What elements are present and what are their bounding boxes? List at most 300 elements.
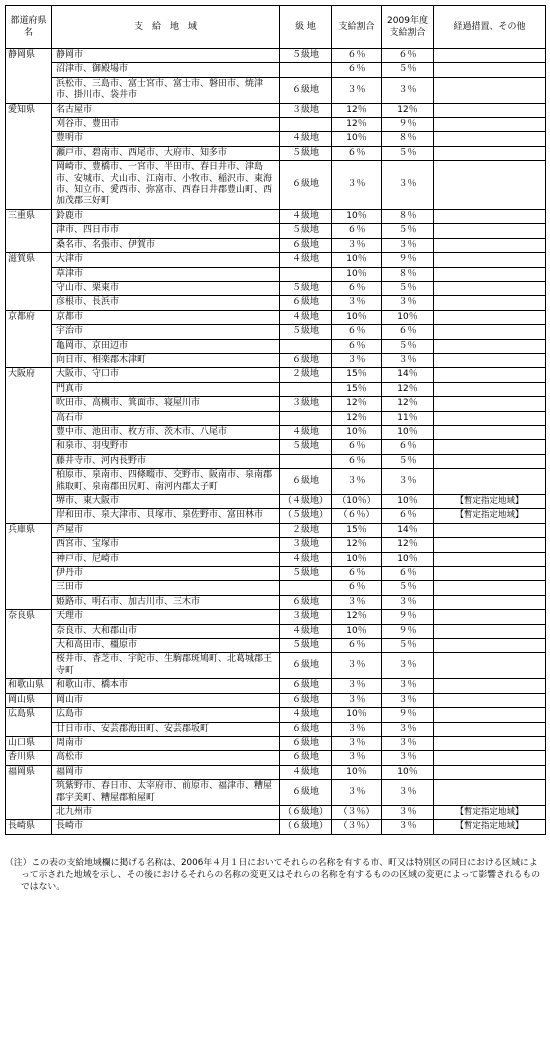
ratio-cell: ３％ [332, 653, 382, 679]
ratio-2009-cell: ５％ [382, 224, 434, 238]
ratio-2009-cell: ６％ [382, 325, 434, 339]
table-row [6, 411, 546, 425]
note-cell [434, 353, 546, 367]
note-cell [434, 679, 546, 693]
note-cell [434, 693, 546, 707]
header-ratio-2009: 2009年度支給割合 [382, 6, 434, 49]
note-cell [434, 296, 546, 310]
ratio-2009-cell: ３％ [382, 238, 434, 252]
region-cell: 三田市 [52, 581, 280, 595]
grade-cell: ３級地 [280, 103, 332, 117]
grade-cell: ４級地 [280, 132, 332, 146]
region-cell: 高石市 [52, 411, 280, 425]
table-row [6, 440, 546, 454]
ratio-2009-cell: ８％ [382, 267, 434, 281]
note-cell [434, 708, 546, 722]
ratio-2009-cell: 12％ [382, 397, 434, 411]
table-row [6, 146, 546, 160]
grade-cell: ４級地 [280, 552, 332, 566]
grade-cell: ６級地 [280, 595, 332, 609]
grade-cell: ６級地 [280, 161, 332, 210]
table-row [6, 281, 546, 295]
ratio-2009-cell: ３％ [382, 469, 434, 495]
region-cell: 豊中市、池田市、枚方市、茨木市、八尾市 [52, 425, 280, 439]
grade-cell: ６級地 [280, 653, 332, 679]
table-row [6, 310, 546, 324]
ratio-cell: 12％ [332, 411, 382, 425]
ratio-2009-cell: ９％ [382, 610, 434, 624]
grade-cell: ５級地 [280, 146, 332, 160]
prefecture-cell: 滋賀県 [6, 253, 52, 311]
ratio-2009-cell: ３％ [382, 805, 434, 819]
table-row [6, 736, 546, 750]
table-row [6, 161, 546, 210]
ratio-2009-cell: ６％ [382, 509, 434, 523]
ratio-cell: 10％ [332, 310, 382, 324]
ratio-2009-cell: 12％ [382, 382, 434, 396]
ratio-2009-cell: ３％ [382, 353, 434, 367]
note-cell [434, 63, 546, 77]
ratio-cell: 12％ [332, 610, 382, 624]
grade-cell: ４級地 [280, 708, 332, 722]
prefecture-cell: 奈良県 [6, 610, 52, 679]
grade-cell: ６級地 [280, 353, 332, 367]
ratio-2009-cell: 10％ [382, 495, 434, 509]
prefecture-cell: 兵庫県 [6, 523, 52, 609]
region-cell: 神戸市、尼崎市 [52, 552, 280, 566]
region-cell: 瀬戸市、碧南市、西尾市、大府市、知多市 [52, 146, 280, 160]
prefecture-cell: 大阪府 [6, 368, 52, 523]
note-cell [434, 103, 546, 117]
region-cell: 広島市 [52, 708, 280, 722]
region-cell: 筑紫野市、春日市、太宰府市、前原市、福津市、糟屋郡宇美町、糟屋郡粕屋町 [52, 780, 280, 806]
region-cell: 刈谷市、豊田市 [52, 118, 280, 132]
table-row [6, 581, 546, 595]
grade-cell: ３級地 [280, 610, 332, 624]
grade-cell: ５級地 [280, 224, 332, 238]
note-cell [434, 132, 546, 146]
grade-cell [280, 63, 332, 77]
region-cell: 岸和田市、泉大津市、貝塚市、泉佐野市、富田林市 [52, 509, 280, 523]
grade-cell: ４級地 [280, 310, 332, 324]
table-row [6, 751, 546, 765]
grade-cell: ６級地 [280, 679, 332, 693]
note-cell [434, 523, 546, 537]
grade-cell: （６級地） [280, 820, 332, 834]
grade-cell: ２級地 [280, 523, 332, 537]
ratio-2009-cell: ５％ [382, 63, 434, 77]
ratio-cell: ３％ [332, 751, 382, 765]
ratio-cell: 12％ [332, 397, 382, 411]
ratio-2009-cell: ８％ [382, 132, 434, 146]
table-row [6, 595, 546, 609]
grade-cell: （５級地） [280, 509, 332, 523]
grade-cell [280, 339, 332, 353]
table-row [6, 653, 546, 679]
ratio-2009-cell: 10％ [382, 765, 434, 779]
region-cell: 桑名市、名張市、伊賀市 [52, 238, 280, 252]
note-cell [434, 595, 546, 609]
ratio-2009-cell: ３％ [382, 693, 434, 707]
ratio-cell: ６％ [332, 281, 382, 295]
ratio-2009-cell: ３％ [382, 751, 434, 765]
ratio-2009-cell: ５％ [382, 339, 434, 353]
note-cell [434, 736, 546, 750]
ratio-cell: 10％ [332, 132, 382, 146]
header-prefecture: 都道府県名 [6, 6, 52, 49]
ratio-cell: ３％ [332, 780, 382, 806]
grade-cell: ５級地 [280, 281, 332, 295]
table-row [6, 693, 546, 707]
ratio-cell: （６％） [332, 509, 382, 523]
ratio-cell: ３％ [332, 722, 382, 736]
ratio-cell: ３％ [332, 77, 382, 103]
grade-cell: ４級地 [280, 425, 332, 439]
table-row [6, 780, 546, 806]
table-row [6, 77, 546, 103]
region-cell: 亀岡市、京田辺市 [52, 339, 280, 353]
grade-cell: ６級地 [280, 736, 332, 750]
region-cell: 彦根市、長浜市 [52, 296, 280, 310]
prefecture-cell: 愛知県 [6, 103, 52, 209]
note-cell [434, 209, 546, 223]
grade-cell: ６級地 [280, 751, 332, 765]
region-cell: 藤井寺市、河内長野市 [52, 454, 280, 468]
ratio-2009-cell: ９％ [382, 708, 434, 722]
ratio-cell: 12％ [332, 538, 382, 552]
ratio-cell: 15％ [332, 523, 382, 537]
note-cell [434, 267, 546, 281]
allowance-region-document [5, 5, 545, 893]
grade-cell: ５級地 [280, 567, 332, 581]
grade-cell [280, 581, 332, 595]
grade-cell: ６級地 [280, 469, 332, 495]
note-cell [434, 653, 546, 679]
region-cell: 名古屋市 [52, 103, 280, 117]
note-cell [434, 610, 546, 624]
ratio-cell: ３％ [332, 296, 382, 310]
ratio-cell: 10％ [332, 267, 382, 281]
note-cell [434, 411, 546, 425]
grade-cell: ５級地 [280, 49, 332, 63]
ratio-2009-cell: ３％ [382, 679, 434, 693]
ratio-2009-cell: ３％ [382, 736, 434, 750]
note-cell [434, 454, 546, 468]
region-cell: 天理市 [52, 610, 280, 624]
table-row [6, 722, 546, 736]
note-cell [434, 722, 546, 736]
note-cell [434, 552, 546, 566]
region-cell: 北九州市 [52, 805, 280, 819]
grade-cell: ６級地 [280, 238, 332, 252]
note-cell [434, 751, 546, 765]
ratio-cell: ６％ [332, 567, 382, 581]
note-cell [434, 639, 546, 653]
region-cell: 奈良市、大和郡山市 [52, 624, 280, 638]
ratio-2009-cell: ３％ [382, 77, 434, 103]
table-row [6, 708, 546, 722]
note-cell [434, 224, 546, 238]
ratio-2009-cell: ６％ [382, 567, 434, 581]
region-cell: 桜井市、香芝市、宇陀市、生駒郡斑鳩町、北葛城郡王寺町 [52, 653, 280, 679]
table-row [6, 339, 546, 353]
ratio-2009-cell: ３％ [382, 296, 434, 310]
ratio-cell: ６％ [332, 639, 382, 653]
table-row [6, 610, 546, 624]
allowance-region-table [5, 5, 546, 835]
grade-cell: ５級地 [280, 325, 332, 339]
region-cell: 岡山市 [52, 693, 280, 707]
table-body [6, 49, 546, 835]
region-cell: 津市、四日市市 [52, 224, 280, 238]
region-cell: 和歌山市、橋本市 [52, 679, 280, 693]
ratio-cell: ６％ [332, 339, 382, 353]
ratio-cell: ６％ [332, 325, 382, 339]
header-ratio: 支給割合 [332, 6, 382, 49]
region-cell: 鈴鹿市 [52, 209, 280, 223]
grade-cell: ５級地 [280, 440, 332, 454]
table-row [6, 679, 546, 693]
note-cell [434, 339, 546, 353]
ratio-cell: ６％ [332, 440, 382, 454]
ratio-2009-cell: 12％ [382, 103, 434, 117]
ratio-2009-cell: 14％ [382, 523, 434, 537]
region-cell: 静岡市 [52, 49, 280, 63]
table-row [6, 425, 546, 439]
table-row [6, 538, 546, 552]
region-cell: 吹田市、高槻市、箕面市、寝屋川市 [52, 397, 280, 411]
table-row [6, 296, 546, 310]
table-row [6, 63, 546, 77]
ratio-cell: 10％ [332, 552, 382, 566]
grade-cell [280, 411, 332, 425]
prefecture-cell: 京都府 [6, 310, 52, 368]
grade-cell: ６級地 [280, 77, 332, 103]
ratio-cell: 12％ [332, 118, 382, 132]
note-cell [434, 368, 546, 382]
header-notes: 経過措置、その他 [434, 6, 546, 49]
grade-cell: ４級地 [280, 624, 332, 638]
table-row [6, 624, 546, 638]
note-cell [434, 118, 546, 132]
table-row [6, 267, 546, 281]
table-row [6, 469, 546, 495]
grade-cell: ４級地 [280, 765, 332, 779]
ratio-2009-cell: 12％ [382, 538, 434, 552]
note-cell: 【暫定指定地域】 [434, 495, 546, 509]
grade-cell: ６級地 [280, 296, 332, 310]
ratio-cell: ６％ [332, 63, 382, 77]
ratio-cell: ３％ [332, 736, 382, 750]
note-cell [434, 238, 546, 252]
table-row [6, 454, 546, 468]
ratio-2009-cell: 10％ [382, 425, 434, 439]
ratio-cell: 12％ [332, 103, 382, 117]
grade-cell: ２級地 [280, 368, 332, 382]
ratio-2009-cell: ３％ [382, 820, 434, 834]
region-cell: 福岡市 [52, 765, 280, 779]
note-cell [434, 146, 546, 160]
region-cell: 長崎市 [52, 820, 280, 834]
region-cell: 宇治市 [52, 325, 280, 339]
grade-cell: ５級地 [280, 639, 332, 653]
ratio-2009-cell: ５％ [382, 454, 434, 468]
region-cell: 柏原市、泉南市、四條畷市、交野市、阪南市、泉南郡熊取町、泉南郡田尻町、南河内郡太子町 [52, 469, 280, 495]
region-cell: 京都市 [52, 310, 280, 324]
prefecture-cell: 岡山県 [6, 693, 52, 707]
note-cell [434, 281, 546, 295]
region-cell: 姫路市、明石市、加古川市、三木市 [52, 595, 280, 609]
table-row [6, 382, 546, 396]
note-cell [434, 440, 546, 454]
note-cell [434, 624, 546, 638]
grade-cell: （４級地） [280, 495, 332, 509]
table-row [6, 132, 546, 146]
ratio-2009-cell: 10％ [382, 310, 434, 324]
region-cell: 伊丹市 [52, 567, 280, 581]
ratio-2009-cell: ５％ [382, 639, 434, 653]
ratio-cell: 10％ [332, 209, 382, 223]
note-cell [434, 382, 546, 396]
table-row [6, 253, 546, 267]
ratio-cell: ３％ [332, 679, 382, 693]
note-cell [434, 325, 546, 339]
note-cell [434, 310, 546, 324]
region-cell: 浜松市、三島市、富士宮市、富士市、磐田市、焼津市、掛川市、袋井市 [52, 77, 280, 103]
region-cell: 西宮市、宝塚市 [52, 538, 280, 552]
ratio-cell: （３％） [332, 805, 382, 819]
note-cell: 【暫定指定地域】 [434, 820, 546, 834]
note-cell [434, 469, 546, 495]
table-row [6, 523, 546, 537]
prefecture-cell: 山口県 [6, 736, 52, 750]
region-cell: 向日市、相楽郡木津町 [52, 353, 280, 367]
grade-cell [280, 382, 332, 396]
prefecture-cell: 長崎県 [6, 820, 52, 834]
ratio-2009-cell: ９％ [382, 118, 434, 132]
grade-cell: ６級地 [280, 780, 332, 806]
region-cell: 堺市、東大阪市 [52, 495, 280, 509]
grade-cell: ６級地 [280, 693, 332, 707]
ratio-2009-cell: 10％ [382, 552, 434, 566]
ratio-cell: ３％ [332, 161, 382, 210]
table-row [6, 639, 546, 653]
table-row [6, 765, 546, 779]
ratio-cell: ３％ [332, 353, 382, 367]
ratio-cell: 10％ [332, 425, 382, 439]
ratio-2009-cell: ３％ [382, 722, 434, 736]
prefecture-cell: 静岡県 [6, 49, 52, 104]
grade-cell [280, 267, 332, 281]
table-row [6, 209, 546, 223]
table-row [6, 567, 546, 581]
grade-cell: ４級地 [280, 209, 332, 223]
ratio-cell: ３％ [332, 595, 382, 609]
ratio-2009-cell: ３％ [382, 595, 434, 609]
header-grade: 級 地 [280, 6, 332, 49]
ratio-cell: 10％ [332, 624, 382, 638]
ratio-cell: （３％） [332, 820, 382, 834]
footnote: （注）この表の支給地域欄に掲げる名称は、2006年４月１日においてそれらの名称を有する市、町又は特別区の同日における区域によって示された地域を示し、その後におけるそれらの名称の変更又はそれらの名称を有するものの区域の変更によって影響されるものではない。 [5, 857, 541, 892]
grade-cell: ３級地 [280, 538, 332, 552]
table-row [6, 495, 546, 509]
grade-cell: ３級地 [280, 397, 332, 411]
note-cell [434, 161, 546, 210]
prefecture-cell: 福岡県 [6, 765, 52, 820]
prefecture-cell: 三重県 [6, 209, 52, 252]
grade-cell: ４級地 [280, 253, 332, 267]
table-row [6, 805, 546, 819]
table-row [6, 49, 546, 63]
table-row [6, 103, 546, 117]
note-cell [434, 49, 546, 63]
ratio-cell: 10％ [332, 253, 382, 267]
ratio-cell: 15％ [332, 382, 382, 396]
ratio-2009-cell: ５％ [382, 581, 434, 595]
header-region: 支 給 地 域 [52, 6, 280, 49]
region-cell: 岡崎市、豊橋市、一宮市、半田市、春日井市、津島市、安城市、犬山市、江南市、小牧市、稲沢市、東海市、知立市、愛西市、弥富市、西春日井郡豊山町、西加茂郡三好町 [52, 161, 280, 210]
table-row [6, 238, 546, 252]
table-row [6, 820, 546, 834]
ratio-2009-cell: ８％ [382, 209, 434, 223]
ratio-2009-cell: 11％ [382, 411, 434, 425]
prefecture-cell: 和歌山県 [6, 679, 52, 693]
ratio-cell: 10％ [332, 765, 382, 779]
grade-cell: （６級地） [280, 805, 332, 819]
ratio-2009-cell: ９％ [382, 624, 434, 638]
table-row [6, 325, 546, 339]
ratio-cell: ６％ [332, 454, 382, 468]
note-cell: 【暫定指定地域】 [434, 805, 546, 819]
region-cell: 廿日市市、安芸郡海田町、安芸郡坂町 [52, 722, 280, 736]
note-cell: 【暫定指定地域】 [434, 509, 546, 523]
note-cell [434, 538, 546, 552]
region-cell: 芦屋市 [52, 523, 280, 537]
ratio-2009-cell: ３％ [382, 653, 434, 679]
note-cell [434, 425, 546, 439]
table-header [6, 6, 546, 49]
prefecture-cell: 広島県 [6, 708, 52, 737]
table-row [6, 368, 546, 382]
ratio-2009-cell: ３％ [382, 161, 434, 210]
region-cell: 周南市 [52, 736, 280, 750]
region-cell: 大阪市、守口市 [52, 368, 280, 382]
table-row [6, 353, 546, 367]
ratio-2009-cell: ５％ [382, 146, 434, 160]
note-cell [434, 567, 546, 581]
region-cell: 門真市 [52, 382, 280, 396]
note-cell [434, 765, 546, 779]
note-cell [434, 253, 546, 267]
grade-cell: ６級地 [280, 722, 332, 736]
grade-cell [280, 454, 332, 468]
ratio-cell: ３％ [332, 238, 382, 252]
ratio-cell: 15％ [332, 368, 382, 382]
table-row [6, 509, 546, 523]
ratio-2009-cell: ９％ [382, 253, 434, 267]
ratio-cell: ６％ [332, 49, 382, 63]
region-cell: 沼津市、御殿場市 [52, 63, 280, 77]
region-cell: 大和高田市、橿原市 [52, 639, 280, 653]
ratio-cell: ３％ [332, 469, 382, 495]
region-cell: 豊明市 [52, 132, 280, 146]
ratio-cell: ６％ [332, 581, 382, 595]
region-cell: 和泉市、羽曳野市 [52, 440, 280, 454]
note-cell [434, 77, 546, 103]
ratio-cell: （10％） [332, 495, 382, 509]
region-cell: 守山市、栗東市 [52, 281, 280, 295]
table-row [6, 224, 546, 238]
